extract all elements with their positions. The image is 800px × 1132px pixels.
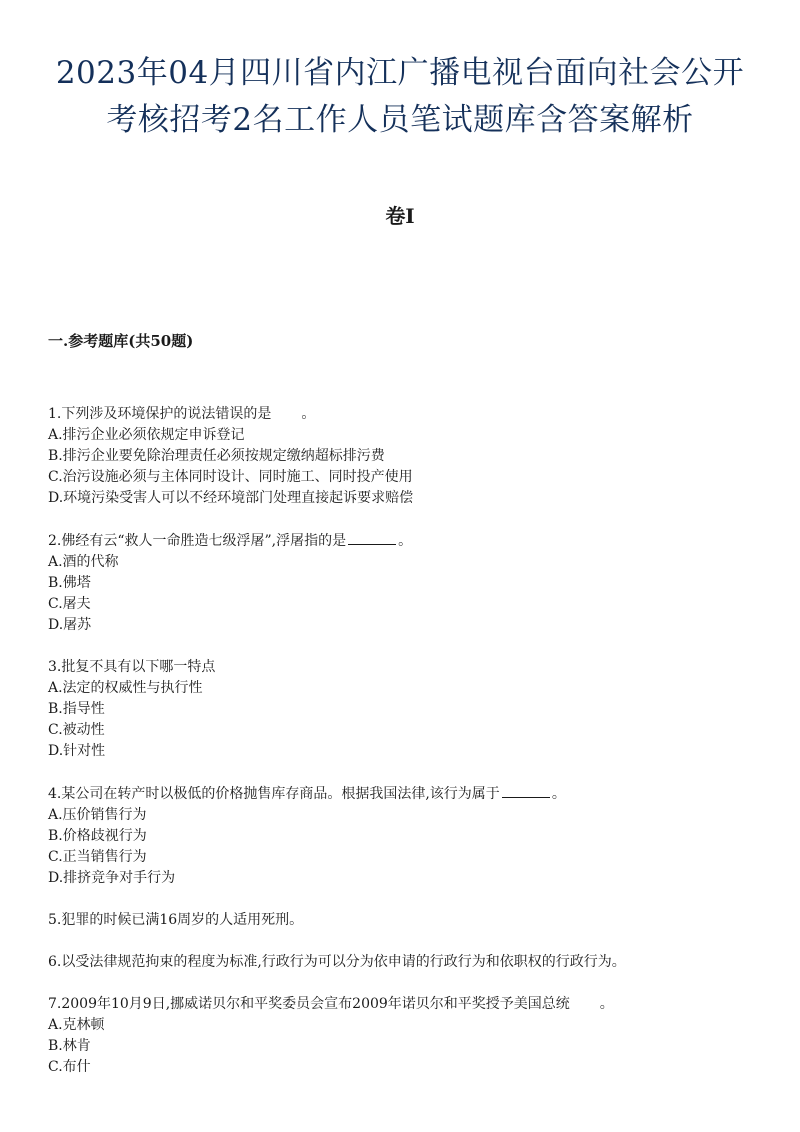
question-item (48, 952, 768, 973)
question-item (48, 657, 768, 762)
question-stem (48, 994, 768, 1015)
question-item (48, 910, 768, 931)
question-text: 犯罪的时候已满16周岁的人适用死刑。 (61, 912, 304, 928)
question-stem (48, 910, 768, 931)
question-item (48, 994, 768, 1078)
question-trailing-punctuation: 。 (551, 786, 566, 802)
title-line-1: 2023年04月四川省内江广播电视台面向社会公开 (55, 55, 745, 91)
question-number: 5. (48, 912, 62, 928)
answer-option: C.被动性 (48, 722, 105, 738)
answer-option: D.屠苏 (48, 617, 92, 633)
question-text: 下列涉及环境保护的说法错误的是 (61, 406, 272, 422)
question-text: 某公司在转产时以极低的价格抛售库存商品。根据我国法律,该行为属于 (61, 786, 500, 802)
answer-option: C.治污设施必须与主体同时设计、同时施工、同时投产使用 (48, 469, 413, 485)
question-trailing-punctuation: 。 (398, 533, 413, 549)
answer-option: D.环境污染受害人可以不经环境部门处理直接起诉要求赔偿 (48, 490, 414, 506)
question-text: 2009年10月9日,挪威诺贝尔和平奖委员会宣布2009年诺贝尔和平奖授予美国总统 (61, 996, 570, 1012)
question-item (48, 404, 768, 509)
question-text: 批复不具有以下哪一特点 (61, 659, 216, 675)
question-list (48, 404, 768, 1099)
answer-option: A.压价销售行为 (48, 807, 147, 823)
question-stem (48, 657, 768, 678)
document-title (0, 50, 800, 144)
answer-option: A.法定的权威性与执行性 (48, 680, 203, 696)
question-number: 3. (48, 659, 62, 675)
question-item (48, 530, 768, 636)
question-number: 7. (48, 996, 62, 1012)
question-number: 4. (48, 786, 62, 802)
answer-option: C.屠夫 (48, 596, 91, 612)
volume-heading: 卷I (385, 204, 415, 228)
question-number: 2. (48, 533, 62, 549)
answer-blank (502, 783, 550, 798)
answer-option: D.针对性 (48, 743, 106, 759)
answer-option: C.正当销售行为 (48, 849, 147, 865)
question-item (48, 783, 768, 889)
answer-option: B.指导性 (48, 701, 105, 717)
question-trailing-punctuation: 。 (599, 996, 614, 1012)
question-stem (48, 530, 768, 552)
answer-option: B.价格歧视行为 (48, 828, 147, 844)
question-stem (48, 404, 768, 425)
answer-option: B.林肯 (48, 1038, 91, 1054)
question-trailing-punctuation: 。 (301, 406, 316, 422)
question-text: 以受法律规范拘束的程度为标准,行政行为可以分为依申请的行政行为和依职权的行政行为。 (61, 954, 626, 970)
section-heading: 一.参考题库(共50题) (48, 332, 194, 350)
answer-option: C.布什 (48, 1059, 91, 1075)
answer-option: A.排污企业必须依规定申诉登记 (48, 427, 245, 443)
answer-option: D.排挤竞争对手行为 (48, 870, 176, 886)
question-number: 6. (48, 954, 62, 970)
answer-option: B.佛塔 (48, 575, 91, 591)
question-number: 1. (48, 406, 62, 422)
answer-option: B.排污企业要免除治理责任必须按规定缴纳超标排污费 (48, 448, 385, 464)
answer-option: A.酒的代称 (48, 554, 119, 570)
answer-option: A.克林顿 (48, 1017, 105, 1033)
question-stem (48, 783, 768, 805)
answer-blank (348, 530, 396, 545)
question-text: 佛经有云“救人一命胜造七级浮屠”,浮屠指的是 (61, 533, 347, 549)
question-stem (48, 952, 768, 973)
title-line-2: 考核招考2名工作人员笔试题库含答案解析 (106, 102, 694, 138)
